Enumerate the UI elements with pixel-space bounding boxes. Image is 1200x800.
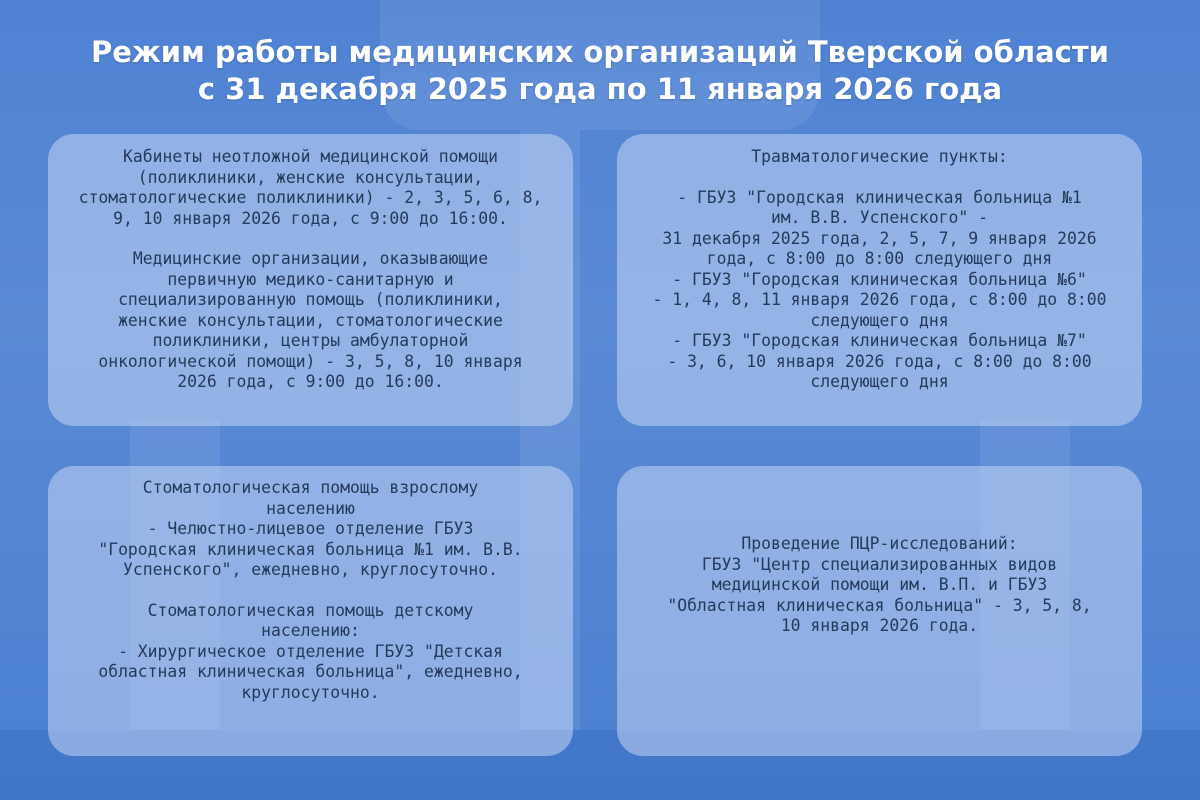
- emergency-rooms-text: Кабинеты неотложной медицинской помощи (поликлиники, женские консультации, стоматологические поликлиники) - 2, 3, 5, 6, 8, 9, 10 января 2026 года, с 9:00 до 16:00.: [78, 147, 543, 228]
- page-title: [0, 34, 1200, 108]
- primary-care-text: Медицинские организации, оказывающие первичную медико-санитарную и специализированную помощь (поликлиники, женские консультации, стоматологические поликлиники, центры амбулаторной онкологической помощи) - 3, 5, 8, 10 января 2026 года, с 9:00 до 16:00.: [98, 249, 523, 391]
- card-emergency-care: [48, 134, 573, 426]
- title-line-1: Режим работы медицинских организаций Тверской области: [91, 35, 1109, 69]
- title-line-2: с 31 декабря 2025 года по 11 января 2026 года: [197, 72, 1003, 106]
- trauma-heading: Травматологические пункты:: [751, 147, 1008, 166]
- card-pcr-testing: [617, 466, 1142, 756]
- dental-adult-text: Стоматологическая помощь взрослому населению - Челюстно-лицевое отделение ГБУЗ "Городская клиническая больница №1 им. В.В. Успенского", ежедневно, круглосуточно.: [98, 478, 523, 579]
- pcr-text: Проведение ПЦР-исследований: ГБУЗ "Центр специализированных видов медицинской помощи им. В.П. и ГБУЗ "Областная клиническая больница" - 3, 5, 8, 10 января 2026 года.: [667, 534, 1092, 635]
- card-dental-care: [48, 466, 573, 756]
- card-trauma-centers: [617, 134, 1142, 426]
- dental-child-text: Стоматологическая помощь детскому населению: - Хирургическое отделение ГБУЗ "Детская областная клиническая больница", ежедневно, круглосуточно.: [98, 600, 523, 702]
- trauma-list: - ГБУЗ "Городская клиническая больница №1 им. В.В. Успенского" - 31 декабря 2025 года, 2, 5, 7, 9 января 2026 года, с 8:00 до 8:00 следующего дня - ГБУЗ "Городская клиническая больница №6" - 1, 4, 8, 11 января 2026 года, с 8:00 до 8:00 следующего дня - ГБУЗ "Городская клиническая больница №7" - 3, 6, 10 января 2026 года, с 8:00 до 8:00 следующего дня: [652, 187, 1107, 391]
